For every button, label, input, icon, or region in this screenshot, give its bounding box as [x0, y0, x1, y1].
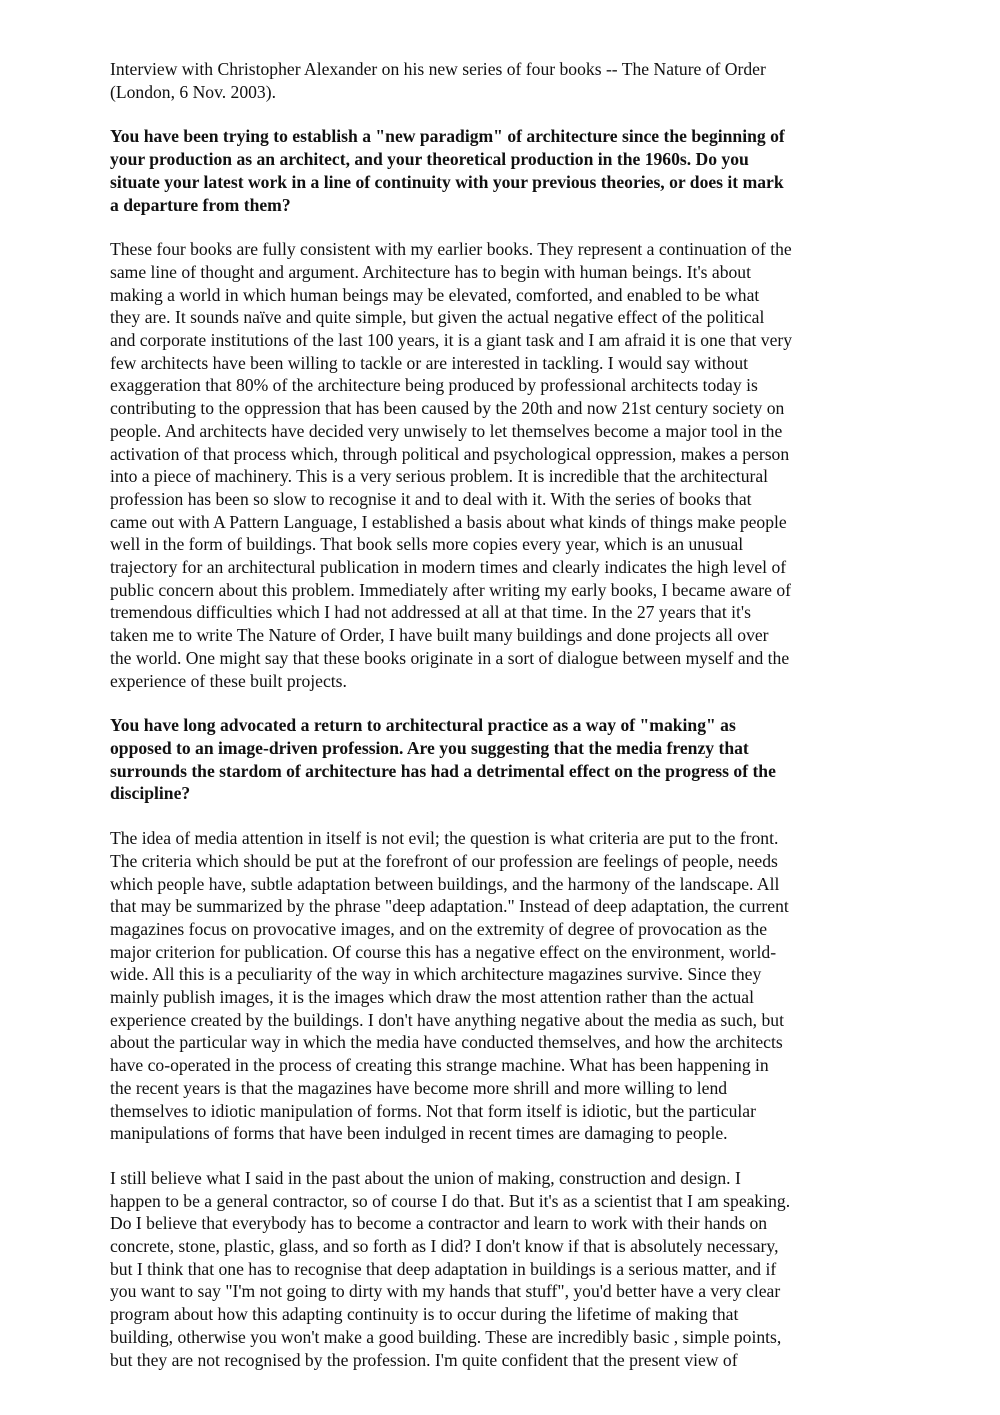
answer-line: program about how this adapting continuity is to occur during the lifetime of making that [110, 1304, 739, 1325]
answer-line: These four books are fully consistent with my earlier books. They represent a continuation of the [110, 239, 792, 260]
answer-line: public concern about this problem. Immediately after writing my early books, I became aware of [110, 579, 792, 600]
question-line: situate your latest work in a line of continuity with your previous theories, or does it mark [110, 171, 784, 192]
answer-line: tremendous difficulties which I had not addressed at all at that time. In the 27 years that it's [110, 602, 751, 623]
answer-line: the world. One might say that these books originate in a sort of dialogue between myself and the [110, 647, 790, 668]
answer-line: exaggeration that 80% of the architecture being produced by professional architects today is [110, 375, 758, 396]
answer-line: magazines focus on provocative images, and on the extremity of degree of provocation as the [110, 918, 768, 939]
question-line: You have been trying to establish a "new paradigm" of architecture since the beginning of [110, 126, 785, 147]
answer-line: wide. All this is a peculiarity of the way in which architecture magazines survive. Since they [110, 964, 762, 985]
answer-line: came out with A Pattern Language, I established a basis about what kinds of things make people [110, 511, 787, 532]
answer-line: which people have, subtle adaptation between buildings, and the harmony of the landscape. All [110, 873, 780, 894]
answer-line: contributing to the oppression that has been caused by the 20th and now 21st century society on [110, 398, 785, 419]
answer-line: few architects have been willing to tackle or are interested in tackling. I would say without [110, 352, 749, 373]
answer-line: experience of these built projects. [110, 670, 347, 691]
question-1 [110, 125, 900, 216]
question-line: a departure from them? [110, 194, 291, 215]
answer-line: happen to be a general contractor, so of course I do that. But it's as a scientist that I am speaking. [110, 1190, 791, 1211]
answer-line: have co-operated in the process of creating this strange machine. What has been happening in [110, 1055, 769, 1076]
answer-line: mainly publish images, it is the images which draw the most attention rather than the actual [110, 987, 754, 1008]
answer-line: and corporate institutions of the last 100 years, it is a giant task and I am afraid it is one that very [110, 330, 793, 351]
question-line: opposed to an image-driven profession. Are you suggesting that the media frenzy that [110, 737, 749, 758]
answer-line: profession has been so slow to recognise it and to deal with it. With the series of books that [110, 488, 752, 509]
question-line: surrounds the stardom of architecture has had a detrimental effect on the progress of the [110, 760, 776, 781]
answer-line: same line of thought and argument. Architecture has to begin with human beings. It's about [110, 261, 751, 282]
intro-line: (London, 6 Nov. 2003). [110, 81, 276, 102]
answer-line: experience created by the buildings. I don't have anything negative about the media as such, but [110, 1009, 784, 1030]
answer-line: Do I believe that everybody has to become a contractor and learn to work with their hands on [110, 1213, 768, 1234]
answer-line: taken me to write The Nature of Order, I have built many buildings and done projects all over [110, 625, 769, 646]
answer-line: that may be summarized by the phrase "deep adaptation." Instead of deep adaptation, the current [110, 896, 789, 917]
answer-line: themselves to idiotic manipulation of forms. Not that form itself is idiotic, but the particular [110, 1100, 756, 1121]
answer-line: I still believe what I said in the past about the union of making, construction and design. I [110, 1167, 741, 1188]
answer-line: The idea of media attention in itself is not evil; the question is what criteria are put to the front. [110, 828, 779, 849]
answer-line: concrete, stone, plastic, glass, and so forth as I did? I don't know if that is absolutely necessary, [110, 1236, 779, 1257]
answer-line: but they are not recognised by the profession. I'm quite confident that the present view of [110, 1349, 738, 1370]
answer-line: people. And architects have decided very unwisely to let themselves become a major tool in the [110, 420, 783, 441]
answer-line: well in the form of buildings. That book sells more copies every year, which is an unusual [110, 534, 744, 555]
answer-line: building, otherwise you won't make a good building. These are incredibly basic , simple points, [110, 1326, 782, 1347]
answer-1 [110, 238, 900, 692]
answer-line: making a world in which human beings may be elevated, comforted, and enabled to be what [110, 284, 760, 305]
answer-line: you want to say "I'm not going to dirty with my hands that stuff", you'd better have a very clear [110, 1281, 781, 1302]
answer-3 [110, 1167, 900, 1371]
question-line: discipline? [110, 783, 191, 804]
answer-line: manipulations of forms that have been indulged in recent times are damaging to people. [110, 1123, 728, 1144]
answer-line: major criterion for publication. Of course this has a negative effect on the environment, world- [110, 941, 777, 962]
question-line: You have long advocated a return to architectural practice as a way of "making" as [110, 715, 736, 736]
document-page [110, 58, 900, 1393]
answer-line: The criteria which should be put at the forefront of our profession are feelings of people, needs [110, 850, 778, 871]
question-2 [110, 714, 900, 805]
answer-line: the recent years is that the magazines have become more shrill and more willing to lend [110, 1077, 728, 1098]
answer-line: into a piece of machinery. This is a very serious problem. It is incredible that the architectural [110, 466, 769, 487]
answer-line: they are. It sounds naïve and quite simple, but given the actual negative effect of the political [110, 307, 765, 328]
answer-line: activation of that process which, through political and psychological oppression, makes a person [110, 443, 790, 464]
answer-2 [110, 827, 900, 1145]
question-line: your production as an architect, and your theoretical production in the 1960s. Do you [110, 149, 749, 170]
answer-line: about the particular way in which the media have conducted themselves, and how the architects [110, 1032, 783, 1053]
answer-line: but I think that one has to recognise that deep adaptation in buildings is a serious matter, and if [110, 1258, 777, 1279]
answer-line: trajectory for an architectural publication in modern times and clearly indicates the high level of [110, 557, 787, 578]
intro-line: Interview with Christopher Alexander on his new series of four books -- The Nature of Order [110, 59, 766, 79]
intro-paragraph [110, 58, 900, 103]
